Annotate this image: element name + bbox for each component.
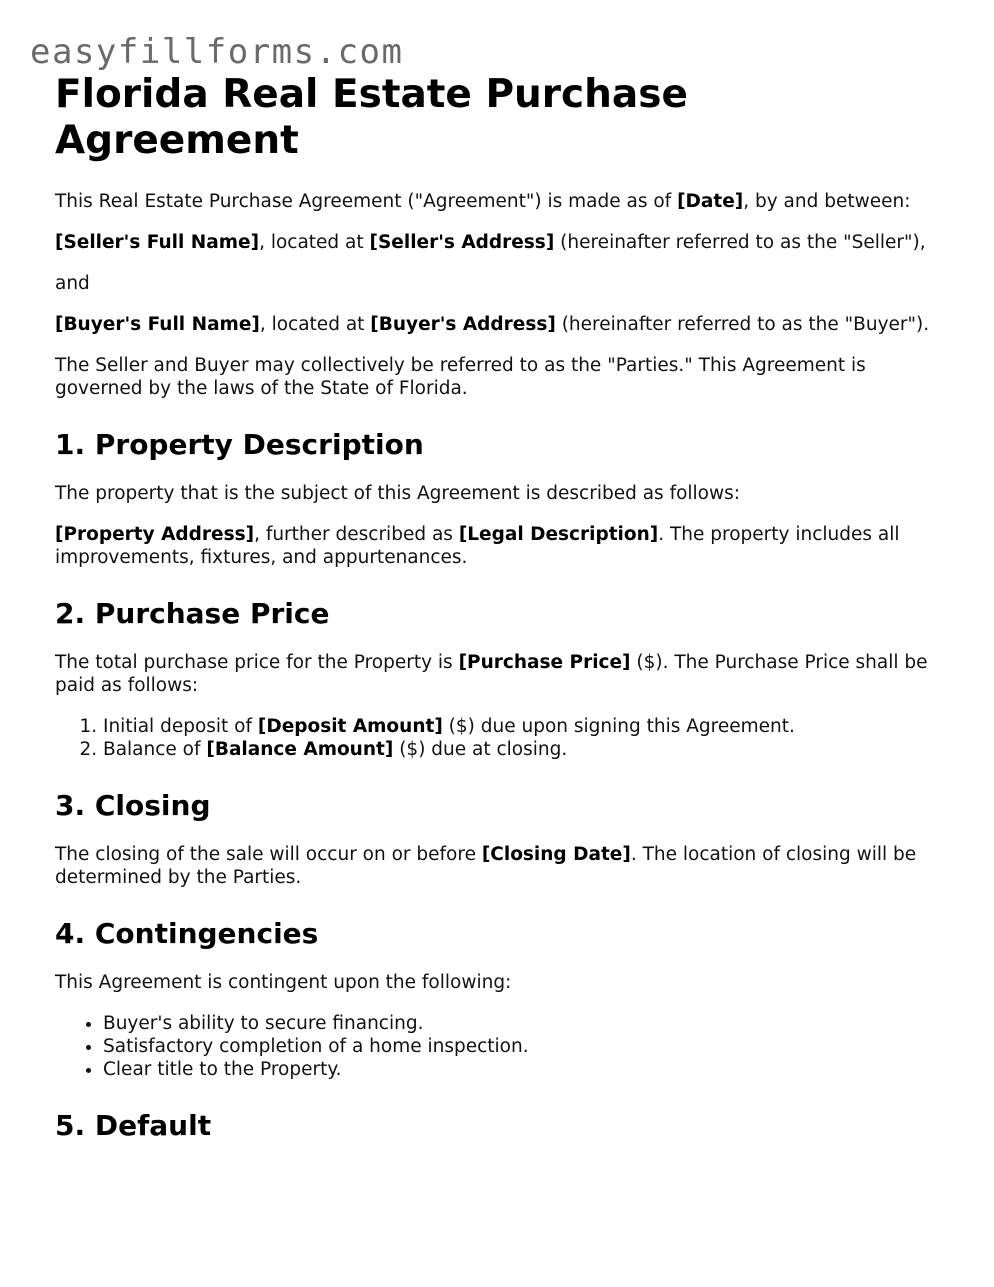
balance-amount-placeholder: [Balance Amount] bbox=[206, 739, 394, 760]
intro-paragraph: This Real Estate Purchase Agreement ("Agreement") is made as of [Date], by and between: bbox=[55, 191, 911, 212]
seller-address-placeholder: [Seller's Address] bbox=[369, 232, 555, 253]
section-heading-default: 5. Default bbox=[55, 1109, 212, 1142]
buyer-paragraph: [Buyer's Full Name], located at [Buyer's Address] (hereinafter referred to as the "Buyer"). bbox=[55, 314, 930, 335]
document-page bbox=[55, 72, 945, 1143]
property-address-placeholder: [Property Address] bbox=[55, 524, 255, 545]
contingencies-list bbox=[55, 1012, 945, 1081]
date-placeholder: [Date] bbox=[677, 191, 744, 212]
closing-paragraph: The closing of the sale will occur on or before [Closing Date]. The location of closing will be determined by the Parties. bbox=[55, 844, 917, 888]
list-item: 1. Initial deposit of [Deposit Amount] ($) due upon signing this Agreement. bbox=[103, 715, 945, 738]
section-heading-contingencies: 4. Contingencies bbox=[55, 917, 319, 950]
list-item: • Clear title to the Property. bbox=[103, 1058, 945, 1081]
closing-date-placeholder: [Closing Date] bbox=[481, 844, 631, 865]
payment-list bbox=[55, 715, 945, 761]
watermark: easyfillforms.com bbox=[30, 32, 404, 72]
deposit-amount-placeholder: [Deposit Amount] bbox=[257, 716, 443, 737]
list-item: 2. Balance of [Balance Amount] ($) due at closing. bbox=[103, 738, 945, 761]
parties-paragraph: The Seller and Buyer may collectively be referred to as the "Parties." This Agreement is governed by the laws of the State of Florida. bbox=[55, 355, 866, 399]
buyer-name-placeholder: [Buyer's Full Name] bbox=[55, 314, 260, 335]
property-paragraph: [Property Address], further described as [Legal Description]. The property includes all improvements, fixtures, and appurtenances. bbox=[55, 524, 900, 568]
price-paragraph: The total purchase price for the Property is [Purchase Price] ($). The Purchase Price shall be paid as follows: bbox=[55, 652, 928, 696]
purchase-price-placeholder: [Purchase Price] bbox=[458, 652, 631, 673]
section-heading-price: 2. Purchase Price bbox=[55, 597, 330, 630]
and-text: and bbox=[55, 273, 90, 294]
section-heading-closing: 3. Closing bbox=[55, 789, 211, 822]
legal-description-placeholder: [Legal Description] bbox=[458, 524, 659, 545]
contingencies-intro: This Agreement is contingent upon the following: bbox=[55, 972, 512, 993]
property-intro: The property that is the subject of this Agreement is described as follows: bbox=[55, 483, 740, 504]
document-title: Florida Real Estate Purchase Agreement bbox=[55, 72, 688, 163]
seller-paragraph: [Seller's Full Name], located at [Seller's Address] (hereinafter referred to as the "Seller"), bbox=[55, 232, 926, 253]
list-item: • Buyer's ability to secure financing. bbox=[103, 1012, 945, 1035]
seller-name-placeholder: [Seller's Full Name] bbox=[55, 232, 260, 253]
buyer-address-placeholder: [Buyer's Address] bbox=[370, 314, 556, 335]
list-item: • Satisfactory completion of a home inspection. bbox=[103, 1035, 945, 1058]
section-heading-property: 1. Property Description bbox=[55, 428, 424, 461]
